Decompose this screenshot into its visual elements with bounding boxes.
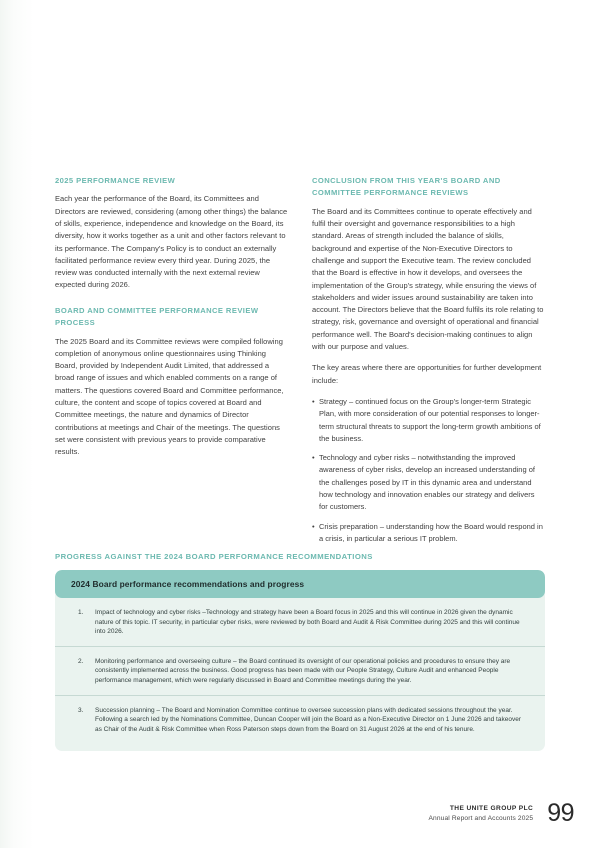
heading-board-committee-review-process: BOARD AND COMMITTEE PERFORMANCE REVIEW PROCESS [55,305,259,328]
table-row: Monitoring performance and overseeing culture – the Board continued its oversight of our operational policies and procedures to ensure they are consistently implemented across the business. Good progress has been made with our People Strategy, Culture Audit and enhanced People performance management, which were regularly discussed in Board and Committee meetings during the year. [55,647,545,696]
table-row: Impact of technology and cyber risks –Technology and strategy have been a Board focus in 2025 and this will continue in 2026 given the dynamic nature of this topic. IT security, in particular cyber risks, were reviewed by both Board and Audit & Risk Committee during 2025 and this will continue into 2026. [55,598,545,647]
development-opportunities-list [312,396,545,545]
paragraph-review-process: The 2025 Board and its Committee reviews were compiled following completion of anonymous online questionnaires using Thinking Board, provided by Independent Audit Limited, that addressed a broad range of issues and which enabled comments on a range of matters. The questions covered Board and Committee performance, culture, the content and scope of topics covered at Board and Committee meetings, the nature and dynamics of Director contributions at meetings and Chair of the meetings. The questions set were consistent with previous years to provide comparative results. [55,336,284,457]
page-footer [428,801,574,826]
heading-2025-performance-review: 2025 PERFORMANCE REVIEW [55,176,176,185]
progress-section [55,552,545,751]
list-item: • Crisis preparation – understanding how the Board would respond in a crisis, in particular a serious IT problem. [312,521,545,546]
recommendations-panel [55,570,545,751]
article-columns [55,175,545,545]
left-column [55,175,288,459]
list-item: • Technology and cyber risks – notwithstanding the improved awareness of cyber risks, develop an increased understanding of the challenges posed by IT in this dynamic area and understand how technology and innovation enables our strategy and delivers for customers. [312,452,545,513]
paragraph-conclusion: The Board and its Committees continue to operate effectively and fulfil their oversight and governance responsibilities to a high standard. Areas of strength included the balance of skills, background and expertise of the Non-Executive Directors to challenge and support the Executive team. The review concluded that the Board is effective in how it develops, and oversees the implementation of the Group's strategy, while ensuring the views of stakeholders and wider issues around sustainability are taken into account. The Directors believe that the Board fulfils its role relating to strategy, risk, governance and oversight of operational and financial performance well. The Board's decision-making continues to align with our purpose and values. [312,206,544,352]
footer-text-block [428,804,533,824]
recommendations-list [55,598,545,743]
paragraph-key-areas-intro: The key areas where there are opportunities for further development include: [312,363,542,385]
heading-conclusion-board-committee-reviews: CONCLUSION FROM THIS YEAR'S BOARD AND COMMITTEE PERFORMANCE REVIEWS [312,176,501,198]
list-item: • Strategy – continued focus on the Group's longer-term Strategic Plan, with more consideration of our potential responses to longer-term structural threats to support the long-term growth ambitions of the business. [312,396,545,445]
paragraph-performance-review: Each year the performance of the Board, its Committees and Directors are reviewed, considering (among other things) the balance of skills, experience, independence and knowledge on the Board, its diversity, how it works together as a unit and other factors relevant to its performance. The Company's Policy is to conduct an externally facilitated performance review every third year. During 2025, the review was conducted internally with the next external review expected during 2026. [55,194,288,290]
page-number: 99 [547,799,574,827]
recommendations-panel-header: 2024 Board performance recommendations and progress [55,570,545,598]
footer-company-name: THE UNITE GROUP PLC [449,804,534,812]
right-column [312,175,545,545]
table-row: Succession planning – The Board and Nomination Committee continue to oversee succession plans with dedicated sessions throughout the year. Following a search led by the Nominations Committee, Duncan Cooper will join the Board as a Non-Executive Director on 1 June 2026 and takeover as Chair of the Audit & Risk Committee when Ross Paterson steps down from the Board on 31 August 2026 at the end of his tenure. [95,706,521,733]
heading-progress-against-recommendations: PROGRESS AGAINST THE 2024 BOARD PERFORMANCE RECOMMENDATIONS [55,552,373,561]
footer-report-name: Annual Report and Accounts 2025 [428,814,534,822]
